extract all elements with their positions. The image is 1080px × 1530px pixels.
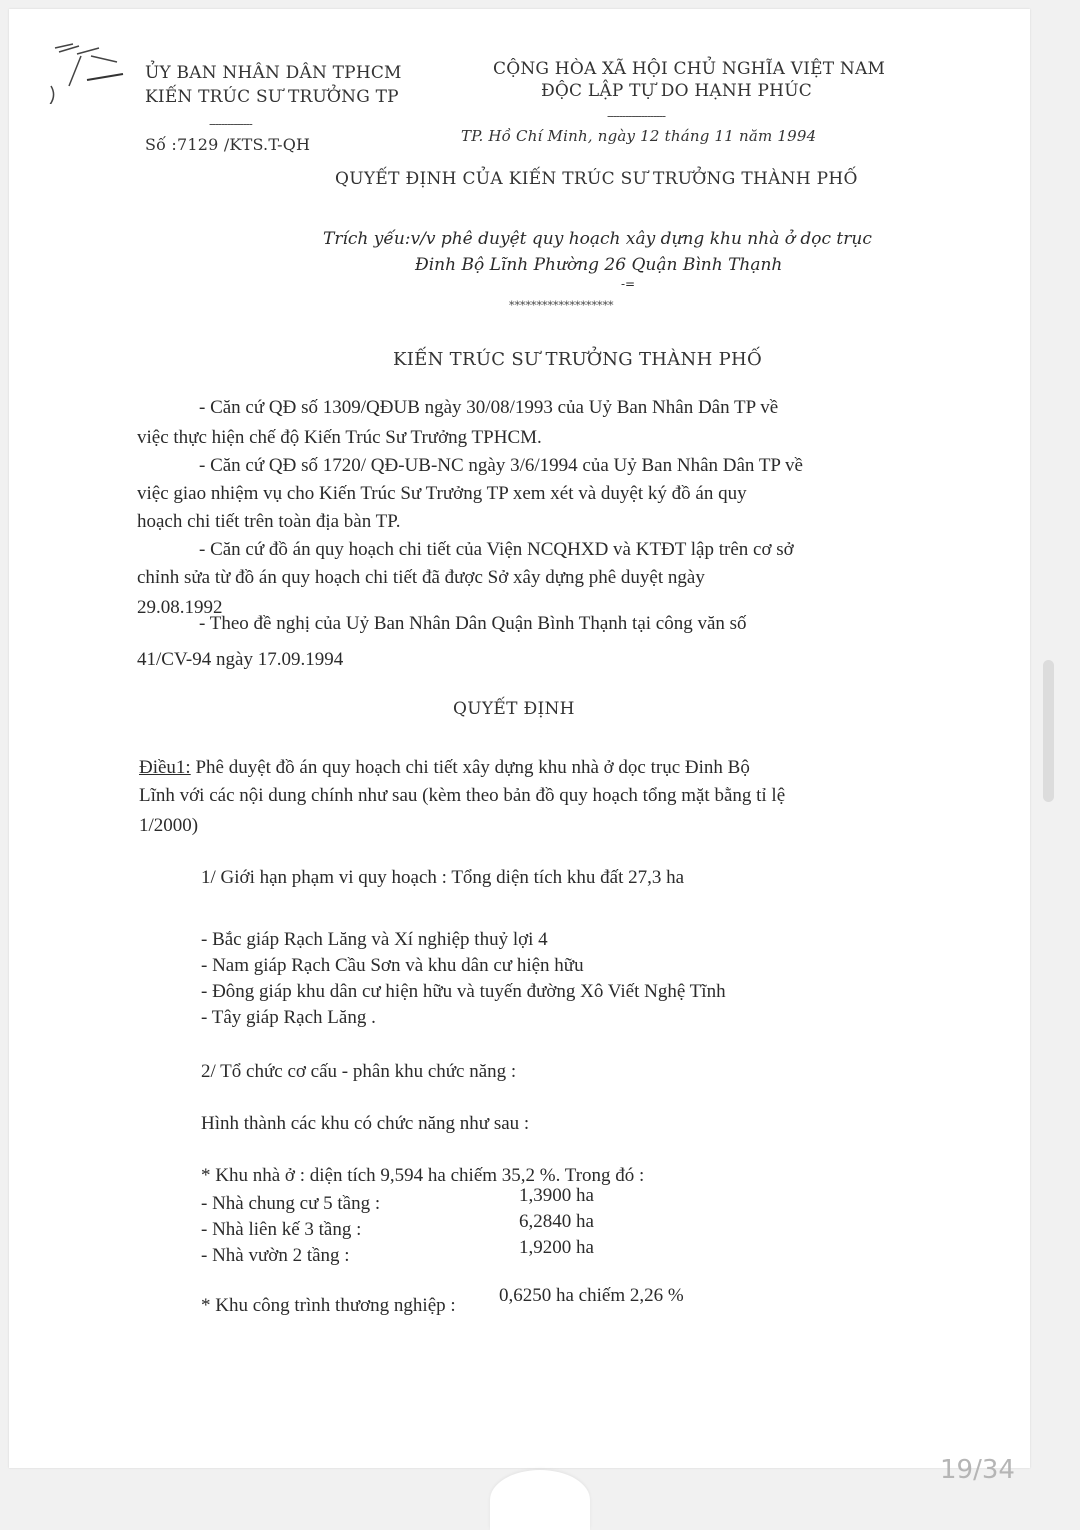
basis-2-line1: - Căn cứ QĐ số 1720/ QĐ-UB-NC ngày 3/6/1994 của Uỷ Ban Nhân Dân TP về <box>199 455 803 476</box>
section2-intro: Hình thành các khu có chức năng như sau : <box>201 1113 530 1134</box>
section1-item: - Nam giáp Rạch Cầu Sơn và khu dân cư hiện hữu <box>201 955 584 976</box>
section2-heading: 2/ Tổ chức cơ cấu - phân khu chức năng : <box>201 1061 517 1082</box>
handwritten-mark-icon <box>39 34 149 104</box>
header-right-separator: ------------------- <box>607 109 666 123</box>
basis-4-line1: - Theo đề nghị của Uỷ Ban Nhân Dân Quận Bình Thạnh tại công văn số <box>199 613 747 634</box>
commercial-label: * Khu công trình thương nghiệp : <box>201 1295 456 1316</box>
page-counter: 19/34 <box>940 1455 1015 1485</box>
article1-label: Điều1: <box>139 757 191 778</box>
housing-area: * Khu nhà ở : diện tích 9,594 ha chiếm 35,2 %. Trong đó : <box>201 1165 645 1186</box>
commercial-value: 0,6250 ha chiếm 2,26 % <box>499 1285 684 1306</box>
article1-line3: 1/2000) <box>139 815 199 836</box>
housing-row-value: 6,2840 ha <box>519 1211 594 1232</box>
housing-row-label: - Nhà chung cư 5 tầng : <box>201 1193 381 1214</box>
header-left-line1: ỦY BAN NHÂN DÂN TPHCM <box>145 63 402 83</box>
document-date: TP. Hồ Chí Minh, ngày 12 tháng 11 năm 1994 <box>461 127 817 145</box>
basis-3-line2: chỉnh sửa từ đồ án quy hoạch chi tiết đã được Sở xây dựng phê duyệt ngày <box>137 567 705 588</box>
basis-1-line1: - Căn cứ QĐ số 1309/QĐUB ngày 30/08/1993 của Uỷ Ban Nhân Dân TP về <box>199 397 779 418</box>
header-left-line2: KIẾN TRÚC SƯ TRƯỞNG TP <box>145 87 399 107</box>
summary-stars: ******************* <box>509 299 614 312</box>
article1-line1 <box>139 757 750 779</box>
section1-item: - Đông giáp khu dân cư hiện hữu và tuyến đường Xô Viết Nghệ Tĩnh <box>201 981 726 1002</box>
basis-3-line1: - Căn cứ đồ án quy hoạch chi tiết của Viện NCQHXD và KTĐT lập trên cơ sở <box>199 539 794 560</box>
document-title: QUYẾT ĐỊNH CỦA KIẾN TRÚC SƯ TRƯỞNG THÀNH PHỐ <box>335 169 858 189</box>
document-number: Số :7129 /KTS.T-QH <box>145 135 311 154</box>
basis-1-line2: việc thực hiện chế độ Kiến Trúc Sư Trưởng TPHCM. <box>137 427 542 448</box>
housing-row-value: 1,9200 ha <box>519 1237 594 1258</box>
header-right-line2: ĐỘC LẬP TỰ DO HẠNH PHÚC <box>541 81 812 101</box>
basis-2-line2: việc giao nhiệm vụ cho Kiến Trúc Sư Trưởng TP xem xét và duyệt ký đồ án quy <box>137 483 747 504</box>
decision-heading: QUYẾT ĐỊNH <box>453 699 575 719</box>
bottom-handle[interactable] <box>490 1470 590 1530</box>
basis-3-line3: 29.08.1992 <box>137 597 223 618</box>
basis-2-line3: hoạch chi tiết trên toàn địa bàn TP. <box>137 511 401 532</box>
authority-heading: KIẾN TRÚC SƯ TRƯỞNG THÀNH PHỐ <box>393 349 763 370</box>
header-left-separator: -------------- <box>209 117 252 131</box>
section1-item: - Tây giáp Rạch Lăng . <box>201 1007 376 1028</box>
vertical-scrollbar-thumb[interactable] <box>1043 660 1054 802</box>
section1-heading: 1/ Giới hạn phạm vi quy hoạch : Tổng diện tích khu đất 27,3 ha <box>201 867 685 888</box>
basis-4-line2: 41/CV-94 ngày 17.09.1994 <box>137 649 344 670</box>
summary-mark: -= <box>621 277 636 291</box>
article1-text: Phê duyệt đồ án quy hoạch chi tiết xây dựng khu nhà ở dọc trục Đinh Bộ <box>190 757 750 778</box>
summary-line1: Trích yếu:v/v phê duyệt quy hoạch xây dựng khu nhà ở dọc trục <box>323 229 872 249</box>
article1-line2: Lĩnh với các nội dung chính như sau (kèm theo bản đồ quy hoạch tổng mặt bằng tỉ lệ <box>139 785 786 806</box>
housing-row-label: - Nhà vườn 2 tầng : <box>201 1245 350 1266</box>
header-right-line1: CỘNG HÒA XÃ HỘI CHỦ NGHĨA VIỆT NAM <box>493 59 886 79</box>
housing-row-value: 1,3900 ha <box>519 1185 594 1206</box>
housing-row-label: - Nhà liên kế 3 tầng : <box>201 1219 362 1240</box>
document-page <box>9 9 1030 1468</box>
summary-line2: Đinh Bộ Lĩnh Phường 26 Quận Bình Thạnh <box>415 255 783 275</box>
section1-item: - Bắc giáp Rạch Lăng và Xí nghiệp thuỷ lợi 4 <box>201 929 548 950</box>
